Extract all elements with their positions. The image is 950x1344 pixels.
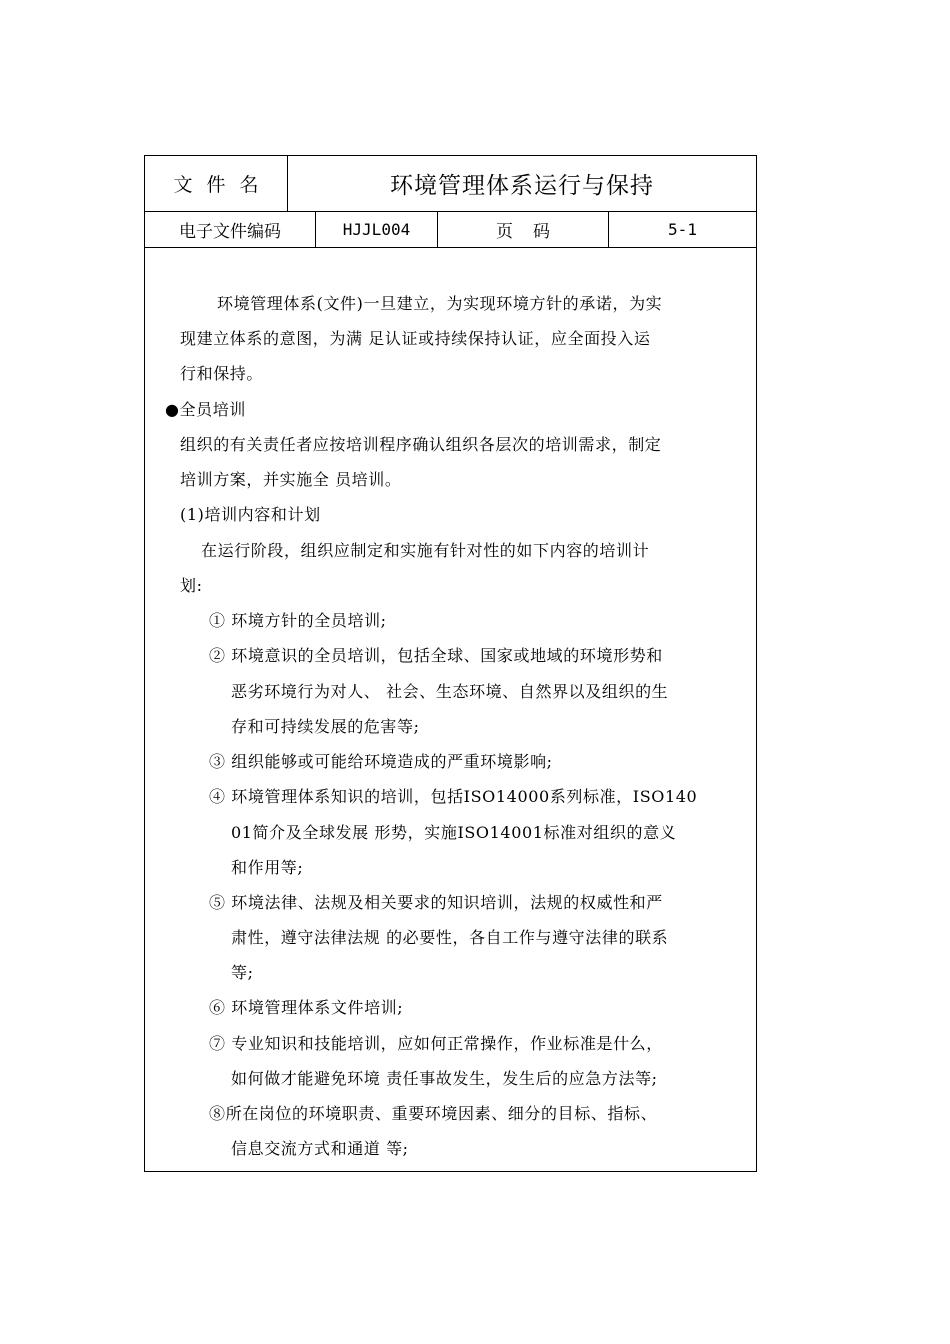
header-row-title (145, 156, 756, 212)
bullet-text-line: 培训方案，并实施全 员培训。 (180, 470, 402, 489)
intro-line: 环境管理体系(文件)一旦建立，为实现环境方针的承诺，为实 (217, 294, 663, 313)
list-item: ③ 组织能够或可能给环境造成的严重环境影响; (209, 752, 553, 771)
bullet-heading: ●全员培训 (165, 400, 246, 419)
intro-line: 现建立体系的意图，为满 足认证或持续保持认证，应全面投入运 (180, 329, 651, 348)
list-item: ⑥ 环境管理体系文件培训; (209, 998, 404, 1017)
file-name-label: 文件名 (145, 156, 288, 211)
list-item-continuation: 肃性，遵守法律法规 的必要性，各自工作与遵守法律的联系 (231, 928, 669, 947)
list-item: ④ 环境管理体系知识的培训，包括ISO14000系列标准，ISO140 (209, 787, 698, 806)
list-item: ② 环境意识的全员培训，包括全球、国家或地域的环境形势和 (209, 646, 663, 665)
header-row-meta (145, 212, 756, 248)
page-label: 页码 (438, 212, 609, 247)
document-form (144, 155, 757, 1172)
page-value: 5-1 (668, 220, 697, 239)
list-item: ⑦ 专业知识和技能培训，应如何正常操作，作业标准是什么， (209, 1034, 663, 1053)
intro-line: 行和保持。 (180, 364, 264, 383)
list-item: ⑤ 环境法律、法规及相关要求的知识培训，法规的权威性和严 (209, 893, 663, 912)
section-heading: (1)培训内容和计划 (180, 505, 321, 524)
list-item: ① 环境方针的全员培训; (209, 611, 387, 630)
document-title: 环境管理体系运行与保持 (390, 173, 654, 199)
list-item-continuation: 如何做才能避免环境 责任事故发生，发生后的应急方法等; (231, 1069, 658, 1088)
list-item-continuation: 等; (231, 963, 254, 982)
list-item-continuation: 信息交流方式和通道 等; (231, 1139, 409, 1158)
bullet-text-line: 组织的有关责任者应按培训程序确认组织各层次的培训需求，制定 (180, 435, 662, 454)
list-item-continuation: 恶劣环境行为对人、 社会、生态环境、自然界以及组织的生 (231, 682, 669, 701)
list-item-continuation: 01简介及全球发展 形势，实施ISO14001标准对组织的意义 (231, 823, 677, 842)
list-item-continuation: 和作用等; (231, 858, 304, 877)
section-text-line: 划: (180, 576, 203, 595)
list-item: ⑧所在岗位的环境职责、重要环境因素、细分的目标、指标、 (209, 1104, 658, 1123)
e-code-value: HJJL004 (316, 212, 438, 247)
e-code-label: 电子文件编码 (145, 212, 316, 247)
list-item-continuation: 存和可持续发展的危害等; (231, 717, 420, 736)
section-text-line: 在运行阶段，组织应制定和实施有针对性的如下内容的培训计 (201, 541, 650, 560)
